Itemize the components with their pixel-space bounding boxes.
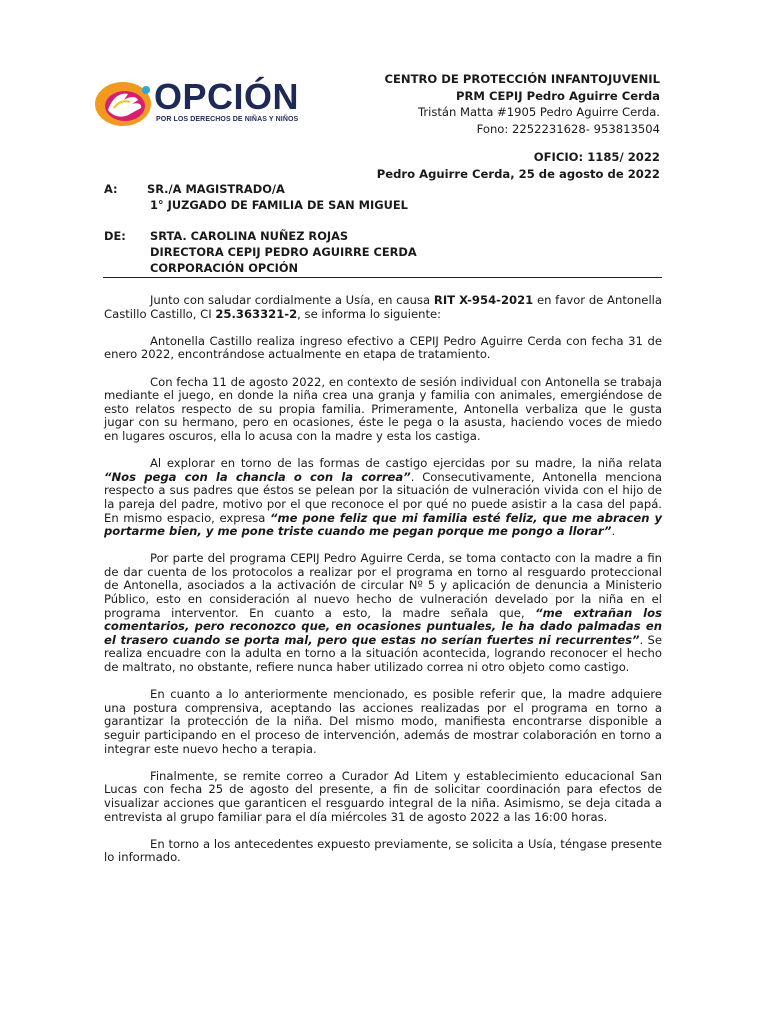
recipient-line-2: 1° JUZGADO DE FAMILIA DE SAN MIGUEL (150, 198, 408, 212)
hands-logo-icon (94, 80, 154, 128)
paragraph-7: Finalmente, se remite correo a Curador Ad Litem y establecimiento educacional San Lucas con fecha 25 de agosto del presente, a fin de solicitar coordinación para efectos de visualizar acciones que garanticen el resguardo integral de la niña. Asimismo, se deja citada a entrevista al grupo familiar para el día miércoles 31 de agosto 2022 a las 16:00 horas. (104, 768, 662, 824)
letter-body (104, 294, 662, 879)
sender-line-2: DIRECTORA CEPIJ PEDRO AGUIRRE CERDA (150, 245, 417, 259)
logo-wordmark: OPCIÓN (154, 76, 300, 117)
paragraph-8: En torno a los antecedentes expuesto previamente, se solicita a Usía, téngase presente lo informado. (104, 836, 662, 865)
opcion-logo (94, 76, 300, 130)
place-date: Pedro Aguirre Cerda, 25 de agosto de 2022 (376, 166, 660, 181)
paragraph-4: Al explorar en torno de las formas de castigo ejercidas por su madre, la niña relata “Nos pega con la chancla o con la correa”. Consecutivamente, Antonella menciona respecto a sus padres que éstos se pelean por la situación de vulneración vivida con el hijo de la pareja del padre, motivo por el que reconoce el por qué no puede asistir a la casa del papá. En mismo espacio, expresa “me pone feliz que mi familia esté feliz, que me abracen y portarme bien, y me pone triste cuando me pegan porque me pongo a llorar”. (104, 456, 663, 539)
institution-header (384, 71, 660, 137)
rit-number: RIT X-954-2021 (433, 293, 534, 307)
sender-line-3: CORPORACIÓN OPCIÓN (150, 261, 299, 275)
header-phone: Fono: 2252231628- 953813504 (476, 121, 660, 136)
paragraph-5: Por parte del programa CEPIJ Pedro Aguirre Cerda, se toma contacto con la madre a fin de dar cuenta de los protocolos a realizar por el programa en torno al resguardo proteccional de Antonella, asociados a la activación de circular Nº 5 y aplicación de denuncia a Ministerio Público, esto en consideración al nuevo hecho de vulneración develado por la niña en el programa interventor. En cuanto a esto, la madre señala que, “me extrañan los comentarios, pero reconozco que, en ocasiones puntuales, le ha dado palmadas en el trasero cuando se porta mal, pero que estas no serían fuertes ni recurrentes”. Se realiza encuadre con la adulta en torno a la situación acontecida, logrando reconocer el hecho de maltrato, no obstante, refiere nunca haber utilizado correa ni otro objeto como castigo. (104, 551, 663, 675)
header-divider (103, 277, 662, 278)
quote-1: “Nos pega con la chancla o con la correa” (104, 469, 411, 484)
ci-number: 25.363321-2 (215, 306, 298, 321)
quote-2: “me pone feliz que mi familia esté feliz, que me abracen y portarme bien, y me pone triste cuando me pegan porque me pongo a llorar” (104, 510, 662, 539)
logo-tagline: POR LOS DERECHOS DE NIÑAS Y NIÑOS (156, 116, 299, 123)
header-line-1: CENTRO DE PROTECCIÓN INFANTOJUVENIL (384, 72, 660, 86)
quote-3: “me extrañan los comentarios, pero reconozco que, en ocasiones puntuales, le ha dado palmadas en el trasero cuando se porta mal, pero que estas no serían fuertes ni recurrentes” (104, 605, 662, 647)
paragraph-2: Antonella Castillo realiza ingreso efectivo a CEPIJ Pedro Aguirre Cerda con fecha 31 de enero 2022, encontrándose actualmente en etapa de tratamiento. (104, 333, 662, 362)
sender-line-1: SRTA. CAROLINA NUÑEZ ROJAS (150, 229, 349, 243)
paragraph-3: Con fecha 11 de agosto 2022, en contexto de sesión individual con Antonella se trabaja mediante el juego, en donde la niña crea una granja y familia con animales, emergiéndose de esto relatos respecto de su propia familia. Primeramente, Antonella verbaliza que le gusta jugar con su hermano, pero en ocasiones, éste le pega o la asusta, haciendo voces de miedo en lugares oscuros, ella lo acusa con la madre y esta los castiga. (104, 374, 662, 443)
paragraph-6: En cuanto a lo anteriormente mencionado, es posible referir que, la madre adquiere una postura comprensiva, aceptando las acciones realizadas por el programa en torno a garantizar la protección de la niña. Del mismo modo, manifiesta encontrarse disponible a seguir participando en el proceso de intervención, además de mostrar colaboración en torno a integrar este nuevo hecho a terapia. (104, 687, 662, 756)
recipient-line-1: SR./A MAGISTRADO/A (147, 182, 285, 196)
paragraph-1: Junto con saludar cordialmente a Usía, en causa RIT X-954-2021 en favor de Antonella Castillo Castillo, CI 25.363321-2, se informa lo siguiente: (104, 293, 662, 321)
oficio-number: OFICIO: 1185/ 2022 (533, 150, 660, 164)
oficio-block (377, 149, 660, 182)
recipient-label: A: (104, 182, 118, 196)
header-line-2: PRM CEPIJ Pedro Aguirre Cerda (455, 88, 660, 103)
sender-label: DE: (104, 229, 126, 243)
header-address: Tristán Matta #1905 Pedro Aguirre Cerda. (417, 105, 660, 120)
